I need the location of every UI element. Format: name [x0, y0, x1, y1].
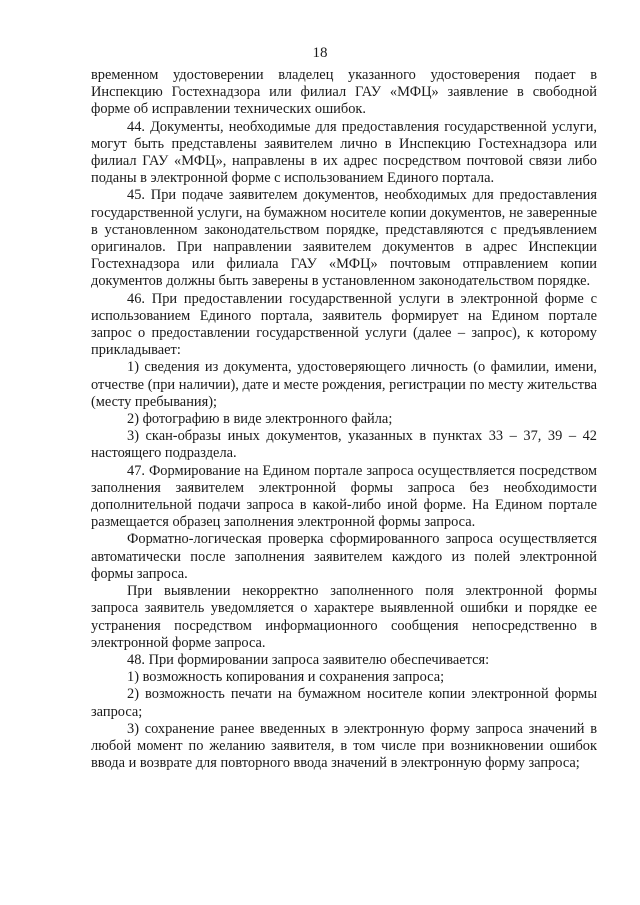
paragraph-46: 46. При предоставлении государственной услуги в электронной форме с использованием Единого портала, заявитель формирует на Едином портале запрос о предоставлении государственной услуги (далее – запрос), к которому прикладывает:	[91, 290, 597, 359]
paragraph-48: 48. При формировании запроса заявителю обеспечивается:	[127, 651, 490, 668]
paragraph-46-item-1: 1) сведения из документа, удостоверяющего личность (о фамилии, имени, отчестве (при наличии), дате и месте рождения, регистрации по месту жительства (месту пребывания);	[91, 359, 597, 410]
page-number: 18	[312, 45, 328, 61]
paragraph-45: 45. При подаче заявителем документов, необходимых для предоставления государственной услуги, на бумажном носителе копии документов, не заверенные в установленном законодательством порядке, представляются с предъявлением оригиналов. При направлении заявителем документов в адрес Инспекции Гостехнадзора или филиала ГАУ «МФЦ» почтовым отправлением копии документов должны быть заверены в установленном законодательством порядке.	[91, 187, 597, 290]
paragraph-44: 44. Документы, необходимые для предоставления государственной услуги, могут быть представлены заявителем лично в Инспекцию Гостехнадзора или филиал ГАУ «МФЦ», направлены в их адрес посредством почтовой связи либо поданы в электронной форме с использованием Единого портала.	[91, 118, 597, 187]
document-body	[91, 67, 597, 772]
paragraph-continuation: временном удостоверении владелец указанного удостоверения подает в Инспекцию Гостехнадзора или филиал ГАУ «МФЦ» заявление в свободной форме об исправлении технических ошибок.	[91, 67, 597, 118]
paragraph-48-item-3: 3) сохранение ранее введенных в электронную форму запроса значений в любой момент по желанию заявителя, в том числе при возникновении ошибок ввода и возврате для повторного ввода значений в электронную форму запроса;	[91, 720, 597, 772]
paragraph-47: 47. Формирование на Едином портале запроса осуществляется посредством заполнения заявителем электронной формы запроса без необходимости дополнительной подачи запроса в какой-либо иной форме. На Едином портале размещается образец заполнения электронной формы запроса.	[91, 462, 597, 531]
paragraph-48-item-2: 2) возможность печати на бумажном носителе копии электронной формы запроса;	[91, 686, 597, 720]
paragraph-46-item-3: 3) скан-образы иных документов, указанных в пунктах 33 – 37, 39 – 42 настоящего подраздела.	[91, 428, 597, 462]
paragraph-47-error-notice: При выявлении некорректно заполненного поля электронной формы запроса заявитель уведомляется о характере выявленной ошибки и порядке ее устранения посредством информационного сообщения непосредственно в электронной форме запроса.	[91, 583, 597, 651]
paragraph-48-item-1: 1) возможность копирования и сохранения запроса;	[127, 669, 445, 686]
paragraph-46-item-2: 2) фотографию в виде электронного файла;	[127, 411, 393, 428]
paragraph-47-format-check: Форматно-логическая проверка сформированного запроса осуществляется автоматически после заполнения заявителем каждого из полей электронной формы запроса.	[91, 531, 597, 582]
